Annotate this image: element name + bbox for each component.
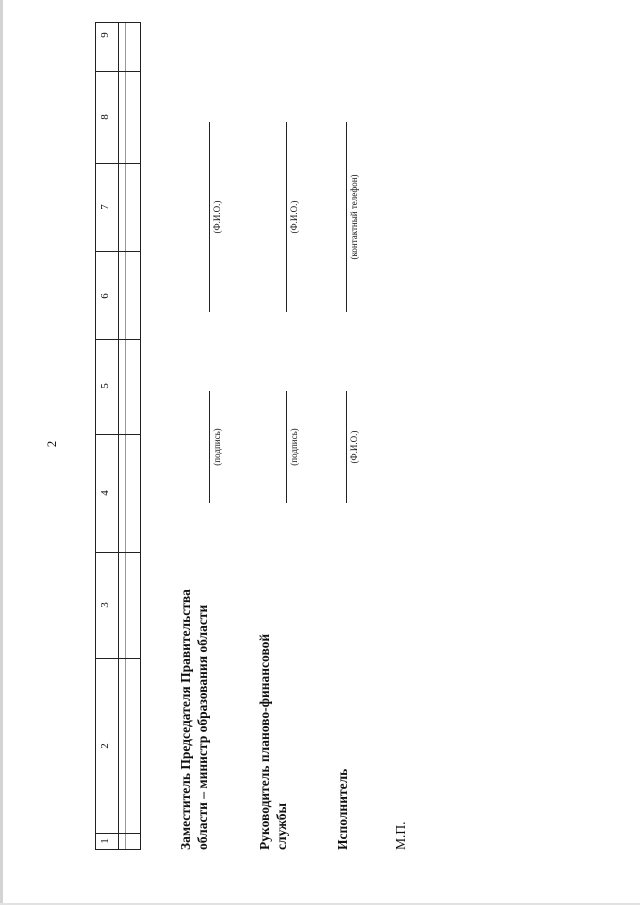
form-table xyxy=(95,22,141,850)
table-column-number: 4 xyxy=(99,490,111,496)
finance-head-title-line2: службы xyxy=(274,802,289,850)
table-column-number: 6 xyxy=(99,293,111,299)
table-column-divider xyxy=(96,434,140,435)
table-column-divider xyxy=(96,71,140,72)
executor-phone-line xyxy=(346,122,347,312)
table-column-divider xyxy=(96,658,140,659)
finance-head-name-line xyxy=(286,122,287,312)
stamp-label: М.П. xyxy=(393,821,408,850)
executor-title: Исполнитель xyxy=(335,768,350,850)
finance-head-signature-line xyxy=(286,391,287,503)
deputy-title xyxy=(177,589,211,850)
table-column-divider xyxy=(96,251,140,252)
table-column-number: 8 xyxy=(99,114,111,120)
table-column-number: 9 xyxy=(99,32,111,38)
finance-head-title xyxy=(256,634,290,850)
deputy-signature-line xyxy=(209,391,210,503)
deputy-signature-caption: (подпись) xyxy=(212,428,222,466)
finance-head-name-caption: (Ф.И.О.) xyxy=(289,200,299,234)
deputy-title-line2: области – министр образования области xyxy=(195,604,210,850)
deputy-title-line1: Заместитель Председателя Правительства xyxy=(178,589,193,850)
table-column-divider xyxy=(96,552,140,553)
finance-head-signature-caption: (подпись) xyxy=(289,428,299,466)
deputy-name-caption: (Ф.И.О.) xyxy=(212,200,222,234)
table-column-divider xyxy=(96,163,140,164)
table-row-divider xyxy=(125,23,126,849)
page-number: 2 xyxy=(44,440,59,448)
table-column-number: 1 xyxy=(99,838,111,844)
executor-phone-caption: (контактный телефон) xyxy=(349,174,359,260)
table-column-number: 7 xyxy=(99,204,111,210)
table-column-number: 3 xyxy=(99,602,111,608)
deputy-name-line xyxy=(209,122,210,312)
executor-name-line xyxy=(346,391,347,503)
executor-name-caption: (Ф.И.О.) xyxy=(349,430,359,464)
finance-head-title-line1: Руководитель планово-финансовой xyxy=(257,633,272,850)
table-column-number: 5 xyxy=(99,383,111,389)
table-column-divider xyxy=(96,339,140,340)
table-header-divider xyxy=(118,23,119,849)
table-column-number: 2 xyxy=(99,743,111,749)
